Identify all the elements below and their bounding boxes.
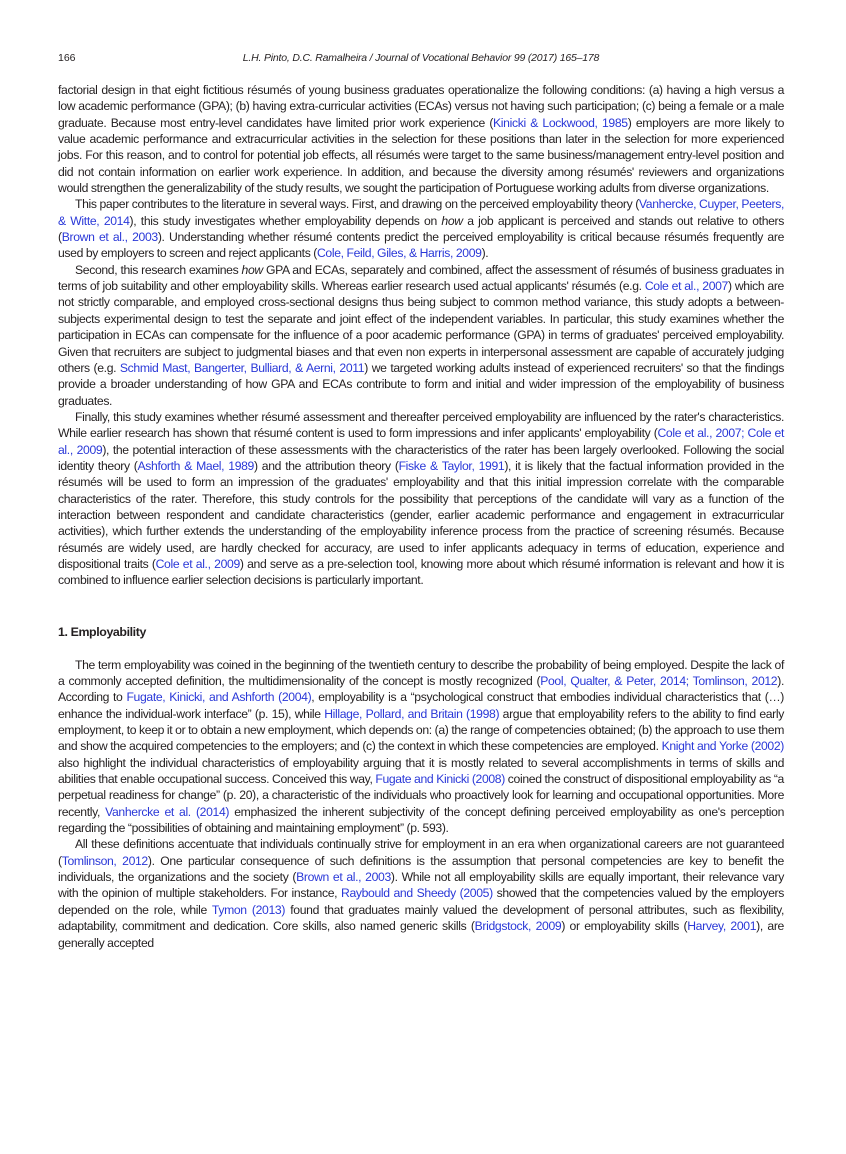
citation-link[interactable]: Knight and Yorke (2002) (661, 739, 784, 754)
paragraph (58, 409, 784, 589)
citation-link[interactable]: Cole et al., 2007 (644, 279, 728, 294)
body-text: ), this study investigates whether employability depends on (129, 213, 442, 228)
body-text: ) and the attribution theory ( (253, 458, 399, 473)
body-text: ), the potential interaction of these assessments with the characteristics of the rater has been largely overlooked. Following the social identity theory ( (58, 442, 784, 473)
citation-link[interactable]: Tymon (2013) (211, 902, 286, 917)
body-text: ). According to (58, 674, 784, 705)
citation-link[interactable]: Vanhercke et al. (2014) (105, 804, 230, 819)
body-text: ) which are not strictly comparable, and employed cross-sectional designs thus being subject to common method variance, this study adopts a between-subjects experimental design to test the separate and joint effect of the independent variables. In particular, this study examines whether the participation in ECAs can compensate for the influence of a poor academic performance (GPA) in terms of graduates' perceived employability. Given that recruiters are subject to judgmental biases and that even non experts in interpersonal assessment are capable of accurately judging others (e.g. (58, 279, 784, 375)
body-text: ) and serve as a pre-selection tool, knowing more about which résumé information is relevant and how it is combined to influence earlier selection decisions is particularly important. (58, 556, 784, 588)
body-text: All these definitions accentuate that individuals continually strive for employment in an era when organizational careers are not guaranteed ( (58, 837, 784, 868)
body-text: ) we targeted working adults instead of experienced recruiters' so that the findings provide a broader understanding of how GPA and ECAs contribute to form and initial and wider impression of the employability of business graduates. (58, 360, 784, 408)
running-head (58, 52, 784, 68)
citation-link[interactable]: Bridgstock, 2009 (474, 919, 562, 934)
body-text: ). While not all employability skills are equally important, their relevance vary with the opinion of multiple stakeholders. For instance, (58, 870, 784, 901)
body-text: This paper contributes to the literature in several ways. First, and drawing on the perceived employability theory ( (75, 197, 639, 212)
body-text: found that graduates mainly valued the development of personal attributes, such as flexibility, adaptability, commitment and dedication. Core skills, also named generic skills ( (58, 902, 784, 934)
body-text: ). One particular consequence of such definitions is the assumption that personal competencies are key to benefit the individuals, the organizations and the society ( (58, 853, 784, 885)
body-text: a job applicant is perceived and stands out relative to others ( (58, 213, 785, 245)
citation-link[interactable]: Harvey, 2001 (687, 919, 757, 934)
section-body (58, 657, 784, 951)
citation-link[interactable]: Ashforth & Mael, 1989 (137, 458, 254, 473)
section-heading-employability: 1. Employability (58, 624, 146, 639)
body-text: ), are generally accepted (58, 919, 784, 950)
body-text: ), it is likely that the factual information provided in the résumés will be used to form an impression of the graduates' employability and that this initial impression correlate with the comparable characteristics of the rater. Therefore, this study controls for the possibility that perceptions of the candidate will vary as a function of the interaction between respondent and candidate characteristics (gender, earlier academic performance and engagement in extracurricular activities), which further extends the understanding of the employability inference process from the practice of screening résumés. Because résumés are widely used, are hardly checked for accuracy, are used to infer applicants adequacy in terms of education, experience and dispositional traits ( (58, 458, 784, 571)
citation-link[interactable]: Cole, Feild, Giles, & Harris, 2009 (316, 246, 482, 261)
citation-link[interactable]: Kinicki & Lockwood, 1985 (493, 115, 628, 130)
journal-page (58, 52, 784, 951)
citation-link[interactable]: Cole et al., 2009 (155, 556, 240, 571)
body-text: GPA and ECAs, separately and combined, affect the assessment of résumés of business graduates in terms of job suitability and other employability skills. Whereas earlier research used actual applicants' résumés (e.g. (58, 262, 784, 294)
paragraph (58, 836, 784, 950)
body-text: emphasized the inherent subjectivity of the concept defining perceived employability as one's perception regarding the “possibilities of obtaining and maintaining employment” (p. 593). (58, 804, 784, 836)
body-text: Second, this research examines (75, 262, 242, 277)
body-text: , employability is a “psychological construct that embodies individual characteristics that (…) enhance the individual-work interface” (p. 15), while (58, 690, 785, 721)
citation-link[interactable]: Fugate, Kinicki, and Ashforth (2004) (126, 690, 312, 705)
body-text: ) or employability skills ( (561, 919, 688, 934)
intro-body (58, 82, 784, 589)
citation-link[interactable]: Schmid Mast, Bangerter, Bulliard, & Aerni, 2011 (119, 360, 365, 375)
citation-link[interactable]: Cole et al., 2007; Cole et al., 2009 (58, 426, 785, 457)
citation-link[interactable]: Raybould and Sheedy (2005) (341, 886, 493, 901)
citation-link[interactable]: Brown et al., 2003 (61, 230, 158, 245)
body-text: factorial design in that eight fictitious résumés of young business graduates operationalize the following conditions: (a) having a high versus a low academic performance (GPA); (b) having extra-curricular activities (ECAs) versus not having such participation; (c) being a female or a male graduate. Because most entry-level candidates have limited prior work experience ( (58, 83, 784, 130)
page-number: 166 (58, 52, 76, 64)
body-text: coined the construct of dispositional employability as “a perpetual readiness for change” (p. 20), a characteristic of the individuals who proactively look for learning and occupational opportunities. More recently, (58, 772, 784, 819)
body-text: showed that the competencies valued by the employers depended on the role, while (58, 886, 784, 917)
paragraph (58, 657, 784, 837)
journal-citation-header: L.H. Pinto, D.C. Ramalheira / Journal of Vocational Behavior 99 (2017) 165–178 (242, 52, 600, 64)
body-text: also highlight the individual characteristics of employability arguing that it is mostly related to several accomplishments in terms of skills and abilities that enable occupational success. Conceived this way, (58, 755, 784, 787)
citation-link[interactable]: Vanhercke, Cuyper, Peeters, & Witte, 2014 (58, 197, 784, 228)
body-text: argue that employability refers to the ability to find early employment, to keep it or to obtain a new employment, which depends on: (a) the range of competencies obtained; (b) the approach to use them and show the acquired competencies to the employers; and (c) the context in which these competencies are employed. (58, 706, 784, 754)
emphasis-text: how (441, 213, 463, 228)
citation-link[interactable]: Hillage, Pollard, and Britain (1998) (324, 706, 500, 721)
citation-link[interactable]: Brown et al., 2003 (296, 870, 391, 885)
citation-link[interactable]: Fiske & Taylor, 1991 (398, 458, 505, 473)
emphasis-text: how (241, 262, 263, 277)
body-text: The term employability was coined in the beginning of the twentieth century to describe the probability of being employed. Despite the lack of a commonly accepted definition, the multidimensionality of the concept is mostly recognized ( (58, 657, 784, 688)
body-text: ). (481, 246, 489, 261)
body-text: ) employers are more likely to value academic performance and extracurricular activities in the selection for these positions than later in the selection for more experienced jobs. For this reason, and to control for potential job effects, all résumés were target to the same business/management entry-level position and did not contain information on earlier work experience. In addition, and because the diversity among résumés' reviewers and organizations would strengthen the generalizability of the study results, we sought the participation of Portuguese working adults from diverse organizations. (58, 115, 785, 196)
paragraph (58, 262, 784, 409)
paragraph (58, 196, 784, 261)
body-text: Finally, this study examines whether résumé assessment and thereafter perceived employability are influenced by the rater's characteristics. While earlier research has shown that résumé content is used to form impressions and infer applicants' employability ( (58, 409, 784, 441)
citation-link[interactable]: Fugate and Kinicki (2008) (375, 772, 505, 787)
citation-link[interactable]: Tomlinson, 2012 (61, 853, 148, 868)
paragraph (58, 82, 784, 196)
citation-link[interactable]: Pool, Qualter, & Peter, 2014; Tomlinson, 2012 (540, 674, 778, 688)
body-text: ). Understanding whether résumé contents predict the perceived employability is critical because résumés frequently are used by employers to screen and reject applicants ( (58, 230, 784, 261)
